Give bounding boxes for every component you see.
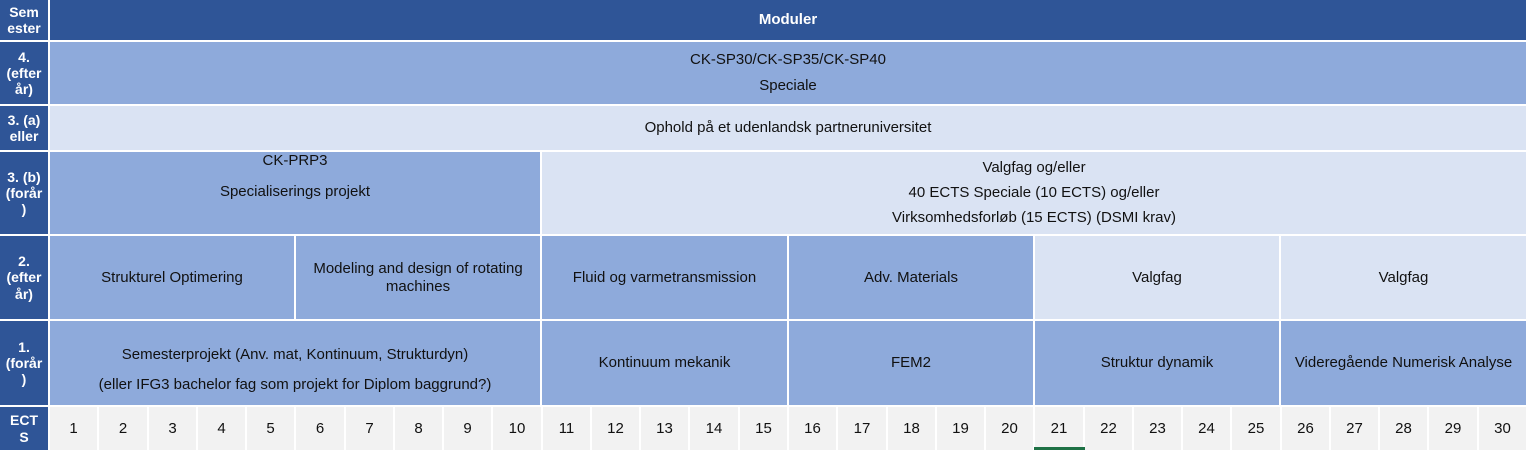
module-cell-semester-project[interactable] <box>50 321 540 405</box>
ects-number-cell[interactable]: 7 <box>346 407 393 450</box>
ects-number-cell[interactable]: 17 <box>838 407 886 450</box>
module-line: CK-PRP3 <box>262 152 328 169</box>
semester-label-line: (efter <box>6 269 42 286</box>
module-line: Fluid og varmetransmission <box>572 268 757 286</box>
semester-header-line: Sem <box>9 3 39 20</box>
semester-label-3a[interactable] <box>0 106 48 150</box>
ects-number-cell[interactable]: 24 <box>1183 407 1230 450</box>
module-cell-adv-materials[interactable] <box>789 236 1033 319</box>
semester-label-3b[interactable] <box>0 152 48 234</box>
module-cell-fem2[interactable] <box>789 321 1033 405</box>
module-line: Specialiserings projekt <box>219 183 371 200</box>
semester-label-line: (forår <box>5 184 43 201</box>
module-line: Strukturel Optimering <box>101 268 243 286</box>
module-cell-continuum-mechanics[interactable] <box>542 321 787 405</box>
ects-label-line: ECT <box>10 412 38 429</box>
ects-number-cell[interactable]: 5 <box>247 407 294 450</box>
module-cell-structural-dynamics[interactable] <box>1035 321 1279 405</box>
ects-number-cell[interactable]: 29 <box>1429 407 1477 450</box>
module-line: Speciale <box>759 77 817 95</box>
ects-number-cell[interactable]: 12 <box>592 407 639 450</box>
ects-label[interactable] <box>0 407 48 450</box>
module-cell-numerical-analysis[interactable] <box>1281 321 1526 405</box>
ects-number-cell[interactable]: 16 <box>789 407 836 450</box>
module-line: Modeling and design of rotating machines <box>313 259 523 295</box>
module-cell-elective-2[interactable] <box>1281 236 1526 319</box>
ects-number-cell[interactable]: 15 <box>740 407 787 450</box>
semester-label-line: ) <box>21 201 27 218</box>
module-cell-rotating-machines[interactable] <box>296 236 540 319</box>
ects-number-cell[interactable]: 21 <box>1035 407 1083 450</box>
ects-number-cell[interactable]: 19 <box>937 407 984 450</box>
module-cell-fluid-heat-transfer[interactable] <box>542 236 787 319</box>
ects-label-line: S <box>19 428 29 445</box>
module-cell-exchange[interactable] <box>50 106 1526 150</box>
semester-label-line: år) <box>15 285 33 302</box>
ects-number-cell[interactable]: 13 <box>641 407 688 450</box>
semester-label-line: år) <box>15 81 33 98</box>
module-line: Virksomhedsforløb (15 ECTS) (DSMI krav) <box>892 209 1176 226</box>
ects-number-cell[interactable]: 14 <box>690 407 738 450</box>
ects-number-cell[interactable]: 8 <box>395 407 442 450</box>
semester-label-line: ) <box>21 371 27 388</box>
module-cell-electives-or-thesis[interactable] <box>542 152 1526 234</box>
module-cell-structural-optimization[interactable] <box>50 236 294 319</box>
ects-number-cell[interactable]: 25 <box>1232 407 1280 450</box>
ects-number-cell[interactable]: 20 <box>986 407 1033 450</box>
semester-label-4[interactable] <box>0 42 48 104</box>
module-line: Ophold på et udenlandsk partneruniversitet <box>644 119 932 136</box>
ects-number-cell[interactable]: 30 <box>1479 407 1526 450</box>
ects-number-cell[interactable]: 4 <box>198 407 245 450</box>
semester-label-line: 4. <box>18 48 30 65</box>
module-cell-speciale[interactable] <box>50 42 1526 104</box>
modules-header-label: Moduler <box>758 11 818 29</box>
ects-number-cell[interactable]: 26 <box>1282 407 1329 450</box>
module-line: FEM2 <box>890 354 931 371</box>
module-line: Videregående Numerisk Analyse <box>1294 354 1513 371</box>
module-line: Kontinuum mekanik <box>598 354 731 371</box>
semester-label-line: 2. <box>18 253 30 270</box>
module-line: 40 ECTS Speciale (10 ECTS) og/eller <box>908 184 1160 201</box>
semester-label-2[interactable] <box>0 236 48 319</box>
semester-label-line: (efter <box>6 64 42 81</box>
ects-number-cell[interactable]: 3 <box>149 407 196 450</box>
module-line: Semesterprojekt (Anv. mat, Kontinuum, Strukturdyn) <box>121 346 469 364</box>
semester-label-line: (forår <box>5 354 43 371</box>
module-line: Valgfag <box>1378 268 1429 286</box>
module-cell-specialization-project[interactable] <box>50 152 540 234</box>
module-line: Adv. Materials <box>864 268 958 286</box>
ects-number-cell[interactable]: 1 <box>50 407 97 450</box>
ects-number-cell[interactable]: 28 <box>1380 407 1427 450</box>
module-line: Struktur dynamik <box>1100 354 1214 371</box>
module-cell-elective-1[interactable] <box>1035 236 1279 319</box>
ects-number-cell[interactable]: 2 <box>99 407 147 450</box>
ects-number-cell[interactable]: 27 <box>1331 407 1378 450</box>
module-line: CK-SP30/CK-SP35/CK-SP40 <box>690 50 886 68</box>
semester-label-line: 3. (a) <box>7 111 41 128</box>
semester-label-1[interactable] <box>0 321 48 405</box>
ects-number-cell[interactable]: 18 <box>888 407 935 450</box>
semester-label-line: 1. <box>18 338 30 355</box>
ects-number-cell[interactable]: 23 <box>1134 407 1181 450</box>
semester-header[interactable] <box>0 0 48 40</box>
module-line: Valgfag <box>1132 268 1182 286</box>
module-line: (eller IFG3 bachelor fag som projekt for Diplom baggrund?) <box>98 375 492 393</box>
ects-number-cell[interactable]: 11 <box>543 407 590 450</box>
ects-number-cell[interactable]: 9 <box>444 407 491 450</box>
ects-number-cell[interactable]: 6 <box>296 407 344 450</box>
ects-number-cell[interactable]: 10 <box>493 407 541 450</box>
semester-label-line: 3. (b) <box>7 168 41 185</box>
semester-header-line: ester <box>7 20 41 36</box>
semester-label-line: eller <box>9 128 39 144</box>
ects-number-cell[interactable]: 22 <box>1085 407 1132 450</box>
module-line: Valgfag og/eller <box>982 159 1086 176</box>
modules-header[interactable] <box>50 0 1526 40</box>
